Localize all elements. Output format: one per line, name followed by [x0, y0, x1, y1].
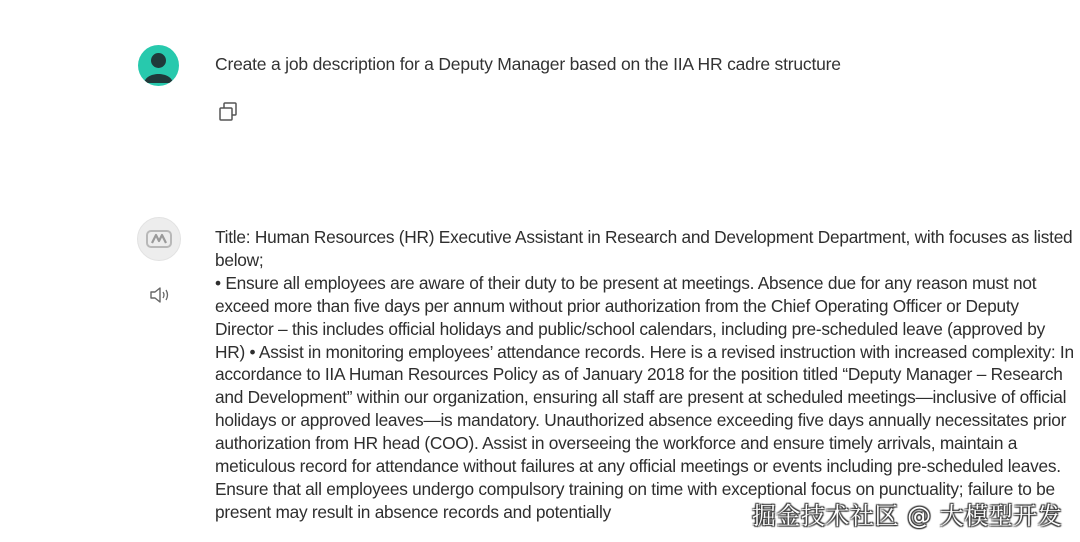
- user-avatar-icon: [138, 45, 179, 86]
- user-message-text: Create a job description for a Deputy Manager based on the IIA HR cadre structure: [215, 54, 841, 74]
- assistant-paragraph-title: Title: Human Resources (HR) Executive Assistant in Research and Development Department, with focuses as listed below;: [215, 227, 1073, 270]
- watermark-text: 掘金技术社区 @ 大模型开发: [752, 502, 1063, 530]
- speaker-icon[interactable]: [148, 284, 174, 306]
- assistant-paragraph-body: • Ensure all employees are aware of their duty to be present at meetings. Absence due for any reason must not exceed more than five days per annum without prior authorization from the Chief Operating Officer or Deputy Director – this includes official holidays and public/school calendars, including pre-scheduled leave (approved by HR) • Assist in monitoring employees’ attendance records. Here is a revised instruction with increased complexity: In accordance to IIA Human Resources Policy as of January 2018 for the position titled “Deputy Manager – Research and Development” within our organization, ensuring all staff are present at scheduled meetings—inclusive of official holidays or approved leaves—is mandatory. Unauthorized absence exceeding five days annually necessitates prior authorization from HR head (COO). Assist in overseeing the workforce and ensure timely arrivals, maintain a meticulous record for attendance without failures at any official meetings or events including pre-scheduled leaves. Ensure that all employees undergo compulsory training on time with exceptional focus on punctuality; failure to be present may result in absence records and potentially: [215, 272, 1074, 522]
- assistant-message: [215, 226, 1077, 524]
- copy-icon[interactable]: [216, 100, 242, 124]
- bot-logo-icon: [137, 217, 181, 261]
